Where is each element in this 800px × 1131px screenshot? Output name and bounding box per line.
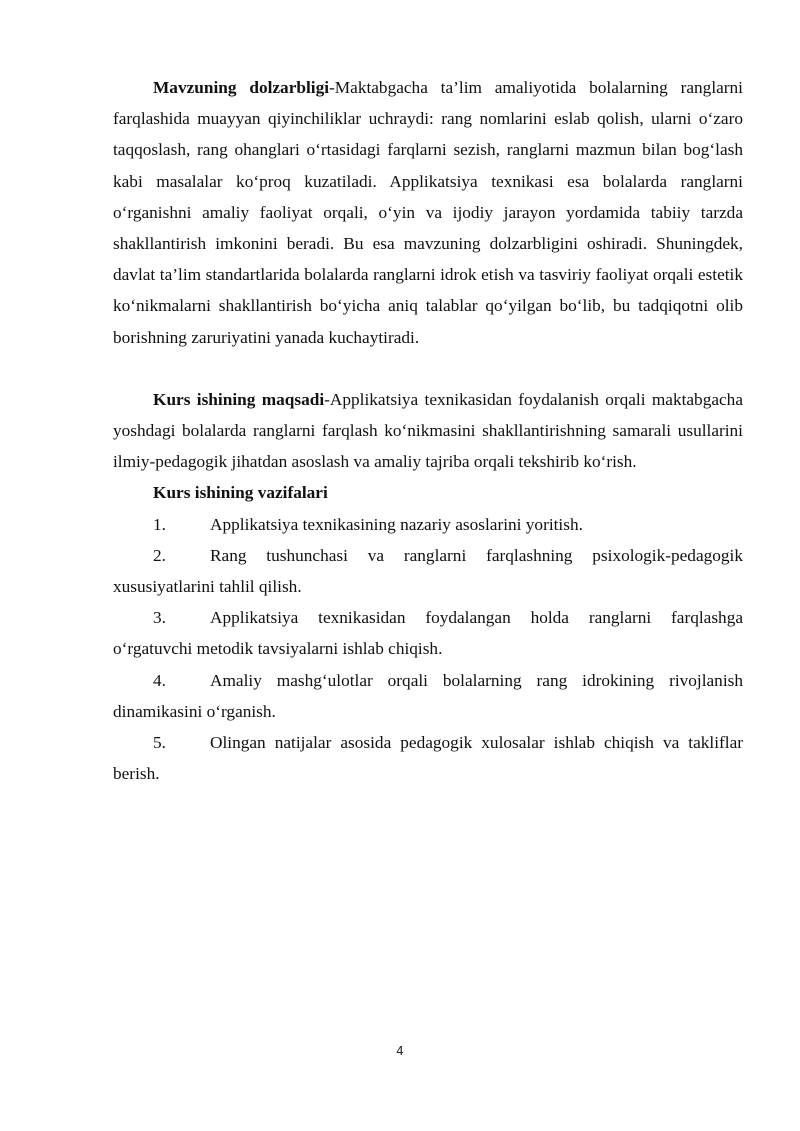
task-text: Amaliy mashg‘ulotlar orqali bolalarning rang idrokining rivojlanish dinamikasini o‘rganish. [113,670,743,721]
goal-text: -Applikatsiya texnikasidan foydalanish orqali maktabgacha yoshdagi bolalarda ranglarni farqlash ko‘nikmasini shakllantirishning samarali usullarini ilmiy-pedagogik jihatdan asoslash va amaliy tajriba orqali tekshirib ko‘rish. [113,389,743,472]
task-number: 2. [153,545,166,565]
page-number: 4 [396,1044,404,1058]
task-item [113,602,743,664]
task-item [113,540,743,602]
relevance-paragraph [113,72,743,353]
task-number: 4. [153,670,166,690]
task-item [113,665,743,727]
goal-paragraph [113,384,743,478]
task-item [113,727,743,789]
tasks-heading: Kurs ishining vazifalari [153,483,328,503]
task-number: 1. [153,514,166,534]
document-page [113,72,743,789]
task-number: 3. [153,608,166,628]
relevance-text: -Maktabgacha ta’lim amaliyotida bolalarning ranglarni farqlashida muayyan qiyinchiliklar uchraydi: rang nomlarini eslab qolish, ularni o‘zaro taqqoslash, rang ohanglari o‘rtasidagi farqlarni sezish, ranglarni mazmun bilan bog‘lash kabi masalalar ko‘proq kuzatiladi. Applikatsiya texnikasi esa bolalarda ranglarni o‘rganishni amaliy faoliyat orqali, o‘yin va ijodiy jarayon yordamida tabiiy tarzda shakllantirish imkonini beradi. Bu esa mavzuning dolzarbligini oshiradi. Shuningdek, davlat ta’lim standartlarida bolalarda ranglarni idrok etish va tasviriy faoliyat orqali estetik ko‘nikmalarni shakllantirish bo‘yicha aniq talablar qo‘yilgan bo‘lib, bu tadqiqotni olib borishning zaruriyatini yanada kuchaytiradi. [113,78,743,347]
task-text: Rang tushunchasi va ranglarni farqlashning psixologik-pedagogik xususiyatlarini tahlil qilish. [113,545,743,597]
paragraph-gap [113,353,743,384]
relevance-lead: Mavzuning dolzarbligi [153,78,330,97]
task-item [113,509,743,540]
task-number: 5. [153,733,166,753]
goal-lead: Kurs ishining maqsadi [153,389,325,409]
task-text: Applikatsiya texnikasining nazariy asoslarini yoritish. [210,514,583,534]
task-text: Applikatsiya texnikasidan foydalangan holda ranglarni farqlashga o‘rgatuvchi metodik tavsiyalarni ishlab chiqish. [113,608,743,659]
task-text: Olingan natijalar asosida pedagogik xulosalar ishlab chiqish va takliflar berish. [113,733,743,784]
